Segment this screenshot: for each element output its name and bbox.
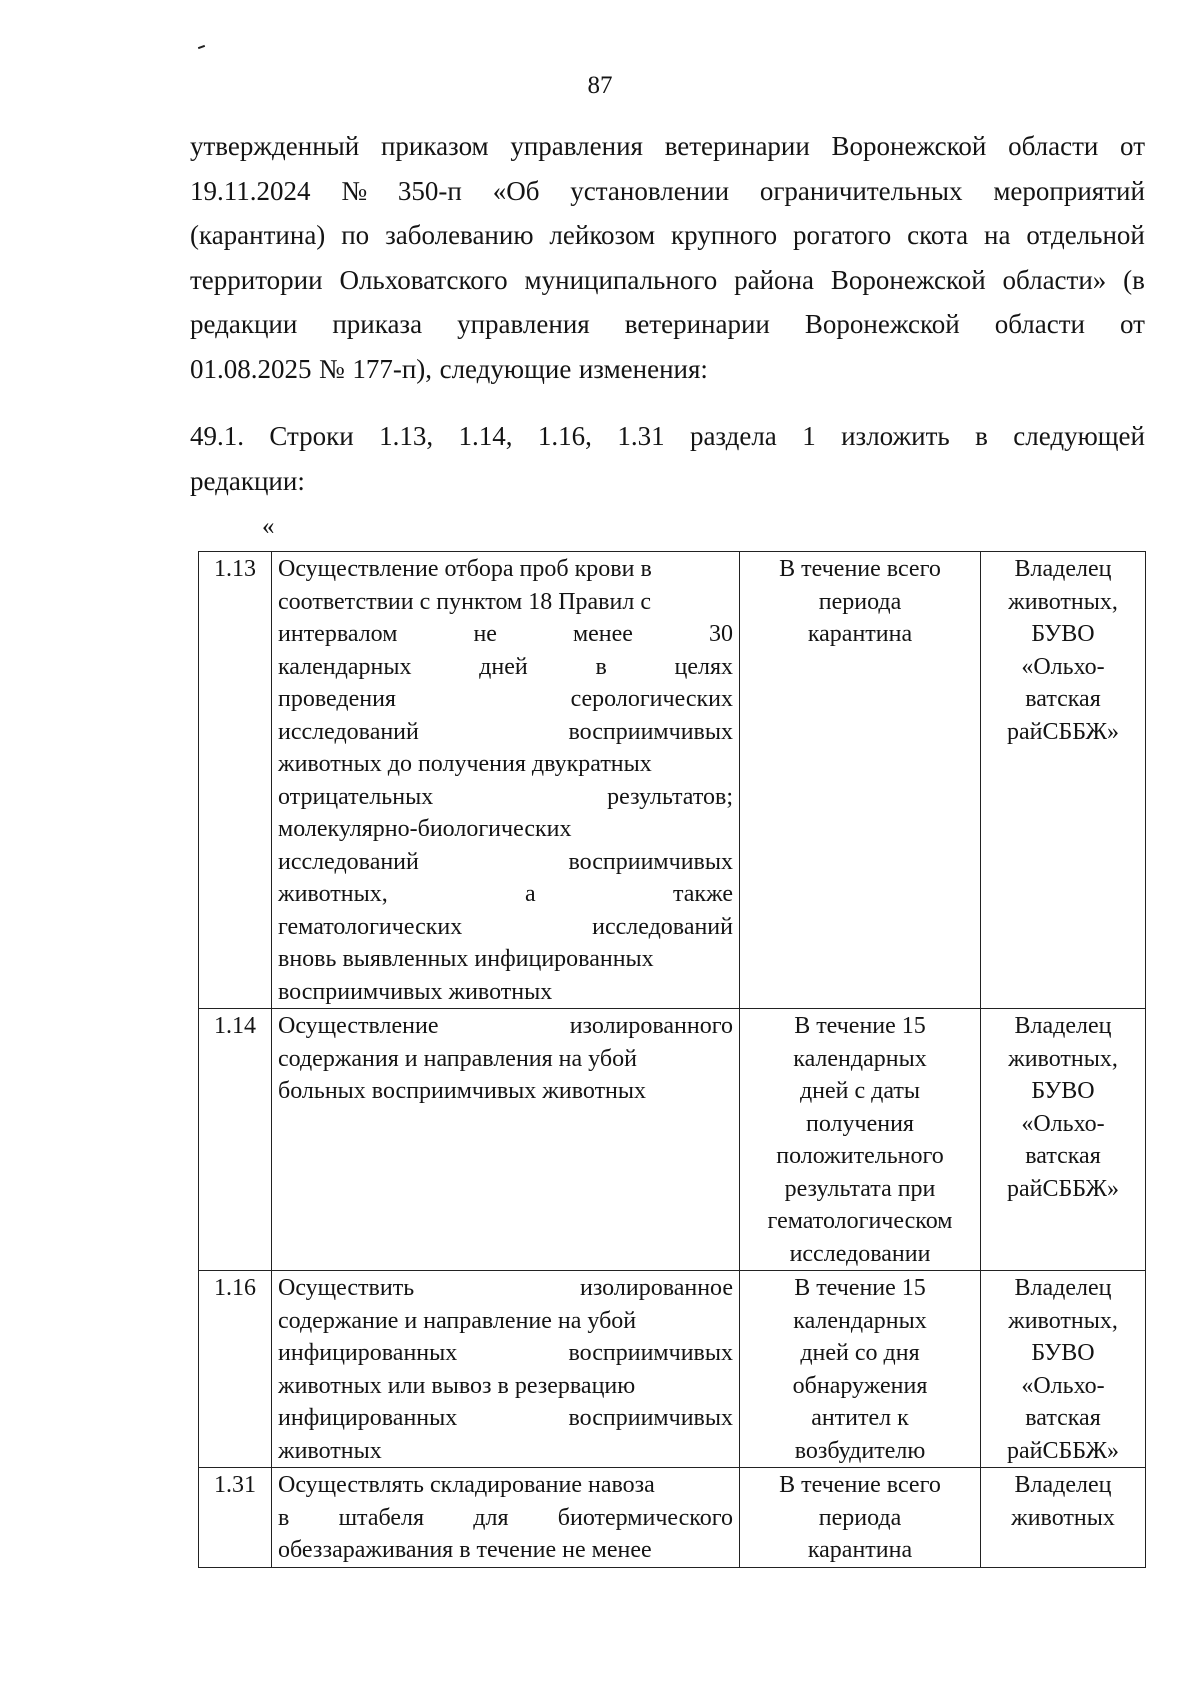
action-line xyxy=(278,1337,733,1370)
responsible-line: животных xyxy=(1011,1504,1115,1531)
action-line xyxy=(278,1435,733,1468)
action-word: восприимчивых животных xyxy=(278,978,553,1005)
word: Ольховатского xyxy=(339,264,508,295)
action-line xyxy=(278,683,733,716)
action-word: Осуществлять складирование навоза xyxy=(278,1472,655,1498)
action-word: восприимчивых xyxy=(568,1405,733,1431)
word: рогатого xyxy=(793,220,892,250)
amendments-table xyxy=(198,551,1146,1568)
action-word: инфицированных xyxy=(278,1405,458,1431)
word: следующие xyxy=(439,353,572,384)
action-word: исследований xyxy=(592,913,733,940)
responsible-line: «Ольхо- xyxy=(1021,1372,1105,1399)
word: установлении xyxy=(570,175,730,206)
word: отдельной xyxy=(1026,220,1145,250)
word: 177-п), xyxy=(352,353,433,384)
responsible-line: БУВО xyxy=(1031,1340,1095,1366)
word: приказа xyxy=(332,309,423,339)
action-line xyxy=(278,943,733,976)
term-cell xyxy=(740,1468,981,1568)
action-word: гематологических xyxy=(278,913,463,940)
word: Строки xyxy=(269,421,354,451)
row-number-cell: 1.31 xyxy=(199,1468,272,1568)
word: управления xyxy=(457,309,590,339)
action-word: исследований xyxy=(278,848,419,875)
term-line: возбудителю xyxy=(794,1437,926,1464)
action-word: а xyxy=(525,881,536,907)
action-line xyxy=(278,1370,733,1403)
action-line xyxy=(278,1272,733,1305)
text-line xyxy=(190,169,1145,214)
action-word: восприимчивых xyxy=(568,848,733,875)
action-word: отрицательных xyxy=(278,783,434,810)
row-number-cell: 1.13 xyxy=(199,552,272,1009)
row-number-cell: 1.16 xyxy=(199,1271,272,1468)
word: по xyxy=(341,220,370,250)
row-number-cell: 1.14 xyxy=(199,1009,272,1271)
term-line: В течение всего xyxy=(779,556,941,582)
term-line: периода xyxy=(818,588,902,615)
responsible-line: животных, xyxy=(1008,1045,1118,1072)
intro-paragraph xyxy=(190,124,1145,391)
action-word: проведения xyxy=(278,686,396,712)
action-word: интервалом xyxy=(278,621,398,647)
action-word: изолированное xyxy=(580,1275,733,1301)
word: 1 xyxy=(802,421,816,451)
action-line xyxy=(278,1469,733,1502)
action-line xyxy=(278,846,733,879)
term-line: В течение 15 xyxy=(794,1275,926,1301)
word: утвержденный xyxy=(190,131,360,161)
responsible-line: райСББЖ» xyxy=(1007,1437,1119,1464)
action-word: календарных xyxy=(278,653,412,680)
word: раздела xyxy=(689,421,777,451)
term-line: обнаружения xyxy=(792,1372,928,1399)
responsible-line: Владелец xyxy=(1014,1013,1112,1039)
word: Воронежской xyxy=(830,264,986,295)
action-cell xyxy=(272,552,740,1009)
word: редакции: xyxy=(190,465,305,496)
term-line: карантина xyxy=(807,1537,913,1563)
term-cell xyxy=(740,552,981,1009)
action-word: целях xyxy=(674,653,733,680)
action-cell xyxy=(272,1468,740,1568)
responsible-line: БУВО xyxy=(1031,1078,1095,1104)
action-word: в xyxy=(595,653,607,680)
term-line: антител к xyxy=(811,1405,909,1431)
action-cell xyxy=(272,1271,740,1468)
word: 1.16, xyxy=(537,421,592,451)
action-word: 30 xyxy=(708,621,733,647)
word: крупного xyxy=(671,220,778,250)
term-line: получения xyxy=(806,1110,914,1137)
term-line: В течение всего xyxy=(779,1472,941,1498)
table-row xyxy=(199,1468,1146,1568)
text-line xyxy=(190,124,1145,169)
action-word: также xyxy=(672,881,733,907)
word: Воронежской xyxy=(804,309,960,339)
action-word: серологических xyxy=(570,686,733,712)
text-line xyxy=(190,347,1145,392)
table-row xyxy=(199,1009,1146,1271)
responsible-line: Владелец xyxy=(1014,1472,1112,1498)
responsible-line: Владелец xyxy=(1014,556,1112,582)
word: приказом xyxy=(380,131,489,161)
action-line xyxy=(278,553,733,586)
action-line xyxy=(278,781,733,814)
term-line: дней со дня xyxy=(800,1340,920,1366)
action-word: соответствии с пунктом 18 Правил с xyxy=(278,588,651,615)
action-word: молекулярно-биологических xyxy=(278,816,572,842)
action-word: вновь выявленных инфицированных xyxy=(278,946,654,972)
term-line: календарных xyxy=(793,1045,927,1072)
text-line xyxy=(190,302,1145,347)
term-line: результата при xyxy=(784,1175,936,1202)
word: заболеванию xyxy=(385,220,534,250)
word: (в xyxy=(1123,264,1145,295)
action-word: обеззараживания в течение не менее xyxy=(278,1537,652,1563)
action-word: больных восприимчивых животных xyxy=(278,1078,647,1104)
action-line xyxy=(278,1305,733,1338)
action-word: штабеля xyxy=(338,1504,425,1531)
action-word: не xyxy=(473,621,497,647)
word: скота xyxy=(907,220,969,250)
action-word: Осуществление отбора проб крови в xyxy=(278,556,652,582)
opening-quote-mark: « xyxy=(262,513,275,540)
responsible-cell xyxy=(981,1009,1146,1271)
action-word: инфицированных xyxy=(278,1340,458,1366)
item-49-1-paragraph xyxy=(190,414,1145,503)
word: Воронежской xyxy=(831,131,987,161)
word: ветеринарии xyxy=(664,131,810,161)
word: № xyxy=(319,353,345,384)
action-word: исследований xyxy=(278,718,419,745)
action-word: в xyxy=(278,1504,290,1531)
word: от xyxy=(1120,131,1145,161)
word: ветеринарии xyxy=(624,309,770,339)
action-word: животных xyxy=(278,1437,382,1464)
action-word: менее xyxy=(572,621,633,647)
responsible-line: БУВО xyxy=(1031,621,1095,647)
word: 49.1. xyxy=(190,421,244,451)
responsible-line: Владелец xyxy=(1014,1275,1112,1301)
text-line xyxy=(190,213,1145,258)
word: 350-п xyxy=(397,175,462,206)
word: № xyxy=(341,175,368,206)
term-line: положительного xyxy=(776,1143,944,1169)
responsible-line: ватская xyxy=(1025,1405,1101,1431)
action-word: для xyxy=(473,1504,509,1531)
responsible-line: райСББЖ» xyxy=(1007,1175,1119,1202)
action-line xyxy=(278,976,733,1009)
action-line xyxy=(278,878,733,911)
action-word: восприимчивых xyxy=(568,1340,733,1366)
word: мероприятий xyxy=(993,175,1145,206)
word: области xyxy=(1008,131,1099,161)
word: изменения: xyxy=(578,353,708,384)
responsible-cell xyxy=(981,1271,1146,1468)
table-row xyxy=(199,552,1146,1009)
action-line xyxy=(278,1502,733,1535)
action-line xyxy=(278,651,733,684)
action-line xyxy=(278,1043,733,1076)
action-line xyxy=(278,618,733,651)
action-cell xyxy=(272,1009,740,1271)
word: 1.31 xyxy=(617,421,665,451)
term-line: исследовании xyxy=(789,1240,931,1267)
action-line xyxy=(278,1402,733,1435)
word: области xyxy=(994,309,1085,339)
responsible-cell xyxy=(981,1468,1146,1568)
word: области» xyxy=(1002,264,1107,295)
responsible-line: ватская xyxy=(1025,686,1101,712)
action-word: животных, xyxy=(278,881,388,907)
word: редакции xyxy=(190,309,298,339)
responsible-cell xyxy=(981,552,1146,1009)
action-line xyxy=(278,748,733,781)
term-cell xyxy=(740,1271,981,1468)
action-word: содержание и направление на убой xyxy=(278,1307,637,1334)
term-cell xyxy=(740,1009,981,1271)
action-word: результатов; xyxy=(607,783,733,810)
action-line xyxy=(278,813,733,846)
word: изложить xyxy=(841,421,950,451)
term-line: карантина xyxy=(807,621,913,647)
term-line: периода xyxy=(818,1504,902,1531)
word: (карантина) xyxy=(190,220,326,250)
responsible-line: райСББЖ» xyxy=(1007,718,1119,745)
action-line xyxy=(278,586,733,619)
word: муниципального xyxy=(524,264,718,295)
table-row xyxy=(199,1271,1146,1468)
term-line: В течение 15 xyxy=(794,1013,926,1039)
term-line: дней с даты xyxy=(799,1078,921,1104)
word: территории xyxy=(190,264,323,295)
text-line xyxy=(190,258,1145,303)
word: 1.13, xyxy=(379,421,434,451)
action-word: животных или вывоз в резервацию xyxy=(278,1372,636,1399)
word: в xyxy=(975,421,988,451)
word: 1.14, xyxy=(458,421,513,451)
responsible-line: «Ольхо- xyxy=(1021,653,1105,680)
text-line xyxy=(190,459,1145,504)
action-word: восприимчивых xyxy=(568,718,733,745)
word: от xyxy=(1119,309,1145,339)
responsible-line: «Ольхо- xyxy=(1021,1110,1105,1137)
action-line xyxy=(278,1534,733,1567)
responsible-line: ватская xyxy=(1025,1143,1101,1169)
action-line xyxy=(278,1075,733,1108)
responsible-line: животных, xyxy=(1008,588,1118,615)
action-word: животных до получения двукратных xyxy=(278,751,652,777)
page-number: 87 xyxy=(587,72,613,99)
action-word: биотермического xyxy=(557,1504,733,1531)
word: управления xyxy=(510,131,643,161)
word: лейкозом xyxy=(549,220,656,250)
action-word: изолированного xyxy=(569,1013,733,1039)
word: на xyxy=(984,220,1011,250)
action-word: содержания и направления на убой xyxy=(278,1045,637,1072)
word: 01.08.2025 xyxy=(190,353,312,384)
word: района xyxy=(734,264,814,295)
action-line xyxy=(278,716,733,749)
action-word: Осуществить xyxy=(278,1275,415,1301)
word: 19.11.2024 xyxy=(190,175,311,206)
term-line: гематологическом xyxy=(767,1208,953,1234)
responsible-line: животных, xyxy=(1008,1307,1118,1334)
word: следующей xyxy=(1013,421,1145,451)
action-word: дней xyxy=(479,653,528,680)
text-line xyxy=(190,414,1145,459)
action-line xyxy=(278,1010,733,1043)
action-line xyxy=(278,911,733,944)
scan-speck xyxy=(198,45,205,49)
word: ограничительных xyxy=(759,175,963,206)
action-word: Осуществление xyxy=(278,1013,439,1039)
word: «Об xyxy=(492,175,540,206)
term-line: календарных xyxy=(793,1307,927,1334)
